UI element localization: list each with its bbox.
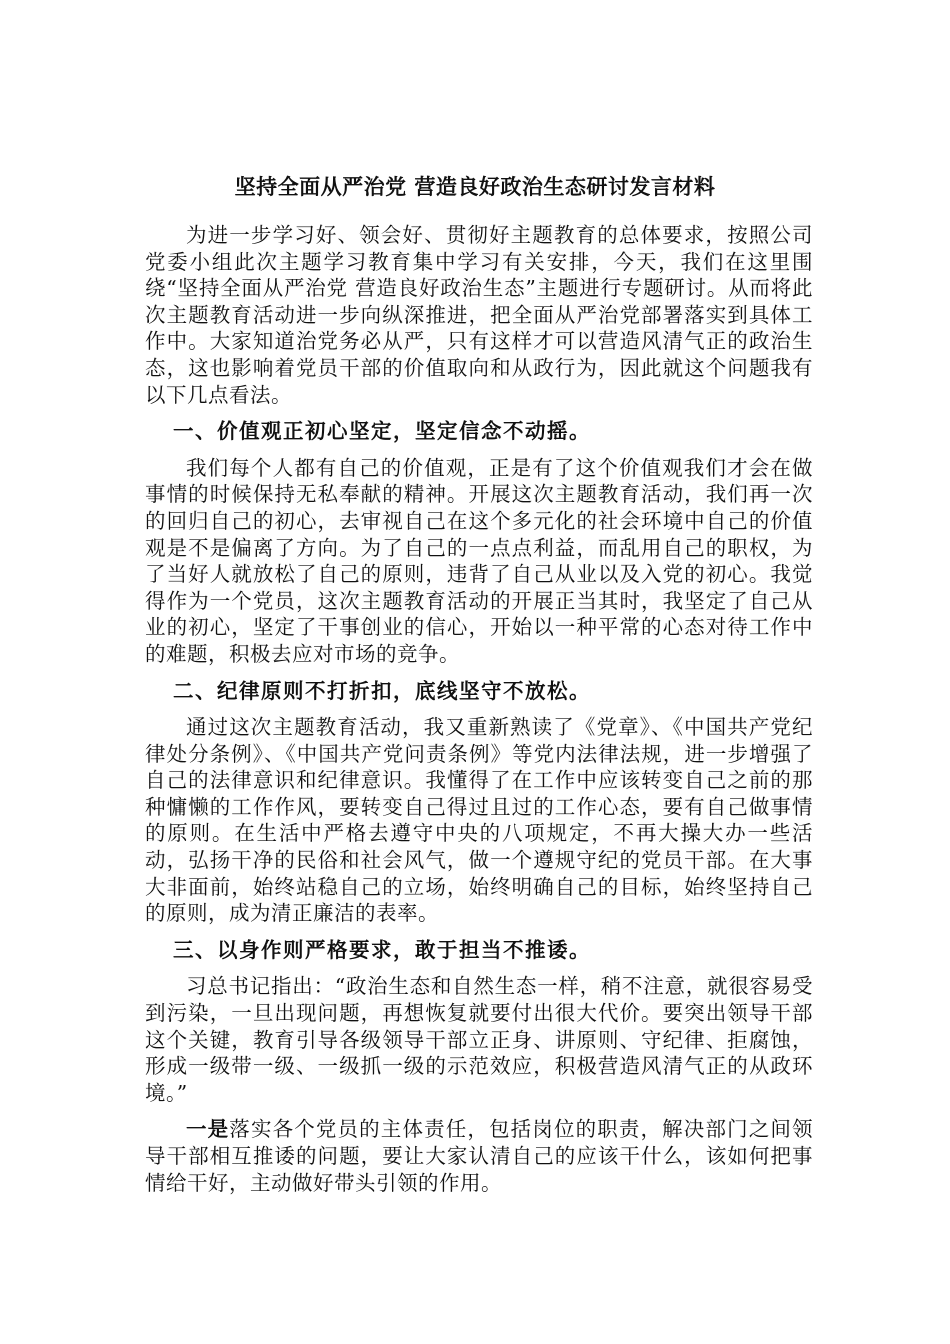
section-1-heading: 一、价值观正初心坚定，坚定信念不动摇。	[173, 419, 591, 444]
point-1-lead: 一是	[186, 1117, 230, 1142]
section-3-point-1	[145, 1116, 813, 1196]
point-1-text: 落实各个党员的主体责任，包括岗位的职责，解决部门之间领导干部相互推诿的问题，要让大家认清自己的应该干什么，该如何把事情给干好，主动做好带头引领的作用。	[145, 1117, 814, 1195]
document-body	[145, 222, 813, 1196]
section-2-heading: 二、纪律原则不打折扣，底线坚守不放松。	[173, 678, 591, 703]
section-3-heading: 三、以身作则严格要求，敢于担当不推诿。	[173, 937, 591, 962]
section-2-paragraph: 通过这次主题教育活动，我又重新熟读了《党章》、《中国共产党纪律处分条例》、《中国共产党问责条例》等党内法律法规，进一步增强了自己的法律意识和纪律意识。我懂得了在工作中应该转变自己之前的那种慵懒的工作作风，要转变自己得过且过的工作心态，要有自己做事情的原则。在生活中严格去遵守中央的八项规定，不再大操大办一些活动，弘扬干净的民俗和社会风气，做一个遵规守纪的党员干部。在大事大非面前，始终站稳自己的立场，始终明确自己的目标，始终坚持自己的原则，成为清正廉洁的表率。	[145, 715, 813, 926]
section-3-paragraph: 习总书记指出：“政治生态和自然生态一样，稍不注意，就很容易受到污染，一旦出现问题，再想恢复就要付出很大代价。要突出领导干部这个关键，教育引导各级领导干部立正身、讲原则、守纪律、拒腐蚀，形成一级带一级、一级抓一级的示范效应，积极营造风清气正的从政环境。”	[145, 974, 813, 1105]
section-1-paragraph: 我们每个人都有自己的价值观，正是有了这个价值观我们才会在做事情的时候保持无私奉献的精神。开展这次主题教育活动，我们再一次的回归自己的初心，去审视自己在这个多元化的社会环境中自己的价值观是不是偏离了方向。为了自己的一点点利益，而乱用自己的职权，为了当好人就放松了自己的原则，违背了自己从业以及入党的初心。我觉得作为一个党员，这次主题教育活动的开展正当其时，我坚定了自己从业的初心，坚定了干事创业的信心，开始以一种平常的心态对待工作中的难题，积极去应对市场的竞争。	[145, 455, 813, 666]
document-title: 坚持全面从严治党 营造良好政治生态研讨发言材料	[234, 175, 716, 199]
intro-paragraph: 为进一步学习好、领会好、贯彻好主题教育的总体要求，按照公司党委小组此次主题学习教育集中学习有关安排，今天，我们在这里围绕“坚持全面从严治党 营造良好政治生态”主题进行专题研讨。从而将此次主题教育活动进一步向纵深推进，把全面从严治党部署落实到具体工作中。大家知道治党务必从严，只有这样才可以营造风清气正的政治生态，这也影响着党员干部的价值取向和从政行为，因此就这个问题我有以下几点看法。	[145, 223, 813, 407]
